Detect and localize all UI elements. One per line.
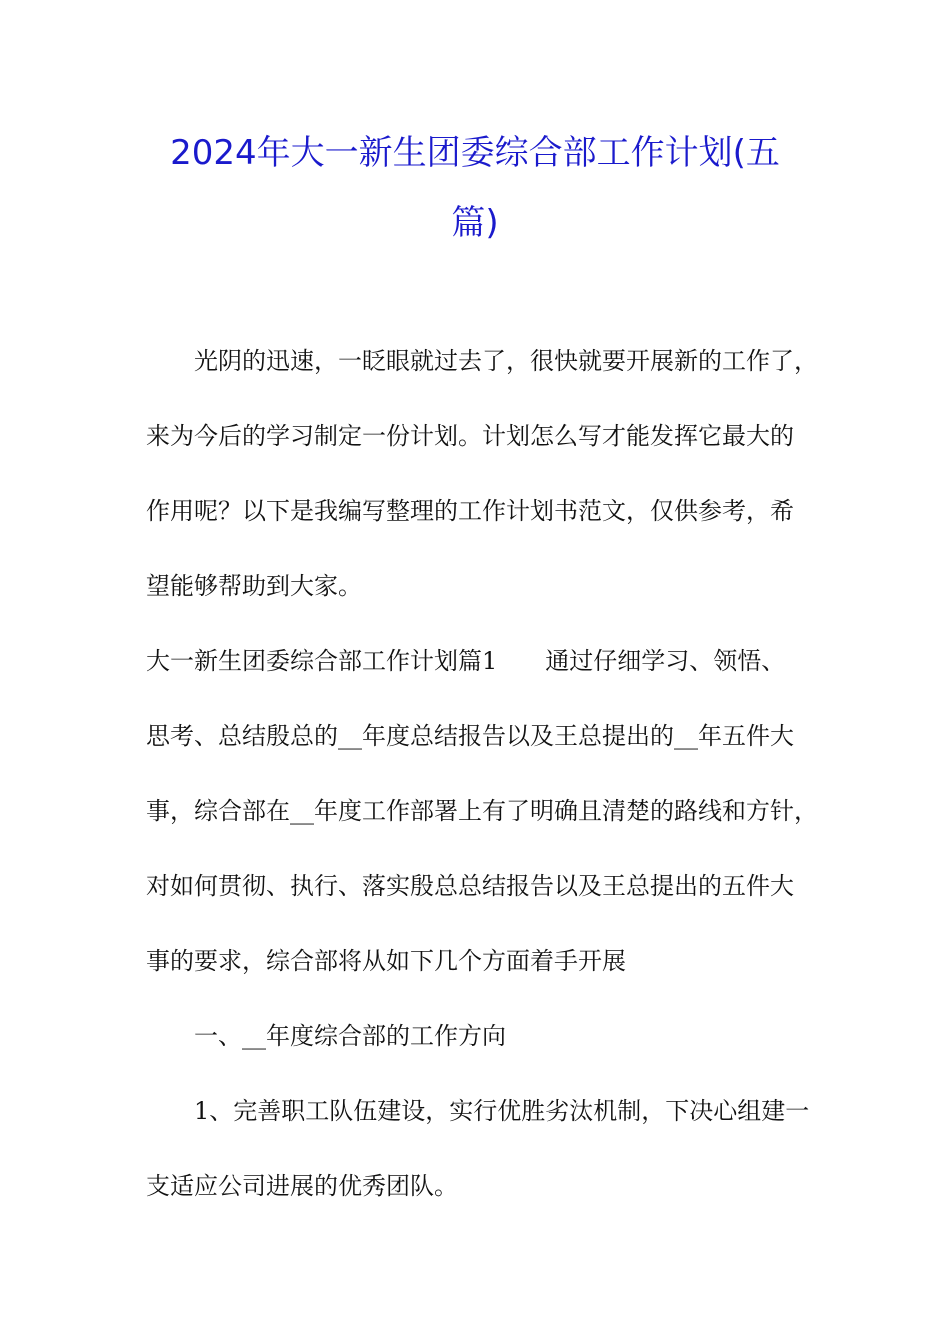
paragraph-line: 事的要求，综合部将从如下几个方面着手开展 (146, 947, 626, 975)
paragraph-line: 对如何贯彻、执行、落实殷总总结报告以及王总提出的五件大 (146, 872, 794, 900)
paragraph-line: 事，综合部在__年度工作部署上有了明确且清楚的路线和方针， (146, 797, 818, 825)
paragraph-line: 光阴的迅速，一眨眼就过去了，很快就要开展新的工作了， (194, 347, 818, 375)
paragraph-line: 作用呢？以下是我编写整理的工作计划书范文，仅供参考，希 (146, 497, 794, 525)
paragraph-line: 1、完善职工队伍建设，实行优胜劣汰机制，下决心组建一 (194, 1097, 810, 1125)
paragraph-line: 来为今后的学习制定一份计划。计划怎么写才能发挥它最大的 (146, 422, 794, 450)
paragraph-line: 望能够帮助到大家。 (146, 572, 362, 600)
paragraph-line: 支适应公司进展的优秀团队。 (146, 1172, 458, 1200)
subsection-heading-line: 一、__年度综合部的工作方向 (194, 1022, 506, 1050)
document-title-line-2: 篇) (451, 203, 499, 243)
paragraph-line: 思考、总结殷总的__年度总结报告以及王总提出的__年五件大 (146, 722, 794, 750)
document-title-line-1: 2024年大一新生团委综合部工作计划(五 (170, 133, 780, 173)
section-heading-line: 大一新生团委综合部工作计划篇1 通过仔细学习、领悟、 (146, 647, 786, 675)
